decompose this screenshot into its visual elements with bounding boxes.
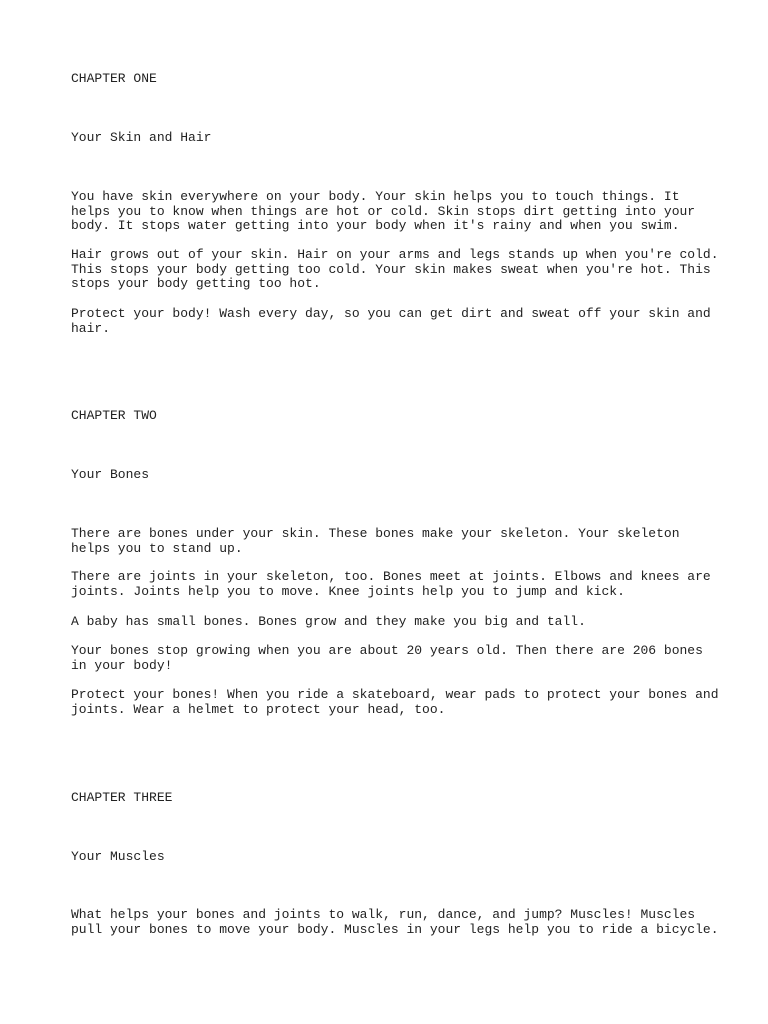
paragraph-line: There are bones under your skin. These bones make your skeleton. Your skeleton (71, 526, 680, 541)
chapter-heading: CHAPTER THREE (71, 790, 173, 805)
paragraph-line: joints. Wear a helmet to protect your head, too. (71, 701, 446, 717)
paragraph-line: Protect your bones! When you ride a skateboard, wear pads to protect your bones and (71, 687, 719, 702)
paragraph-line: stops your body getting too hot. (71, 276, 321, 292)
paragraph-line: There are joints in your skeleton, too. Bones meet at joints. Elbows and knees are (71, 569, 711, 584)
chapter-title: Your Muscles (71, 849, 165, 864)
paragraph-line: A baby has small bones. Bones grow and they make you big and tall. (71, 614, 586, 629)
paragraph-line: Protect your body! Wash every day, so you can get dirt and sweat off your skin and (71, 306, 711, 321)
paragraph-line: helps you to stand up. (71, 540, 243, 556)
paragraph-line: in your body! (71, 657, 173, 673)
paragraph-line: You have skin everywhere on your body. Your skin helps you to touch things. It (71, 189, 680, 204)
paragraph-line: What helps your bones and joints to walk, run, dance, and jump? Muscles! Muscles (71, 907, 696, 922)
paragraph-line: Hair grows out of your skin. Hair on your arms and legs stands up when you're cold. (71, 247, 719, 262)
chapter-title: Your Skin and Hair (71, 130, 212, 145)
paragraph-line: body. It stops water getting into your body when it's rainy and when you swim. (71, 218, 680, 234)
paragraph-line: hair. (71, 320, 111, 336)
paragraph-line: helps you to know when things are hot or cold. Skin stops dirt getting into your (71, 203, 696, 219)
chapter-title: Your Bones (71, 467, 150, 482)
paragraph-line: pull your bones to move your body. Muscles in your legs help you to ride a bicycle. (71, 921, 719, 937)
chapter-heading: CHAPTER ONE (71, 71, 157, 86)
chapter-heading: CHAPTER TWO (71, 408, 157, 423)
paragraph-line: This stops your body getting too cold. Your skin makes sweat when you're hot. This (71, 261, 711, 277)
paragraph-line: Your bones stop growing when you are about 20 years old. Then there are 206 bones (71, 643, 703, 658)
paragraph-line: joints. Joints help you to move. Knee joints help you to jump and kick. (71, 583, 625, 599)
